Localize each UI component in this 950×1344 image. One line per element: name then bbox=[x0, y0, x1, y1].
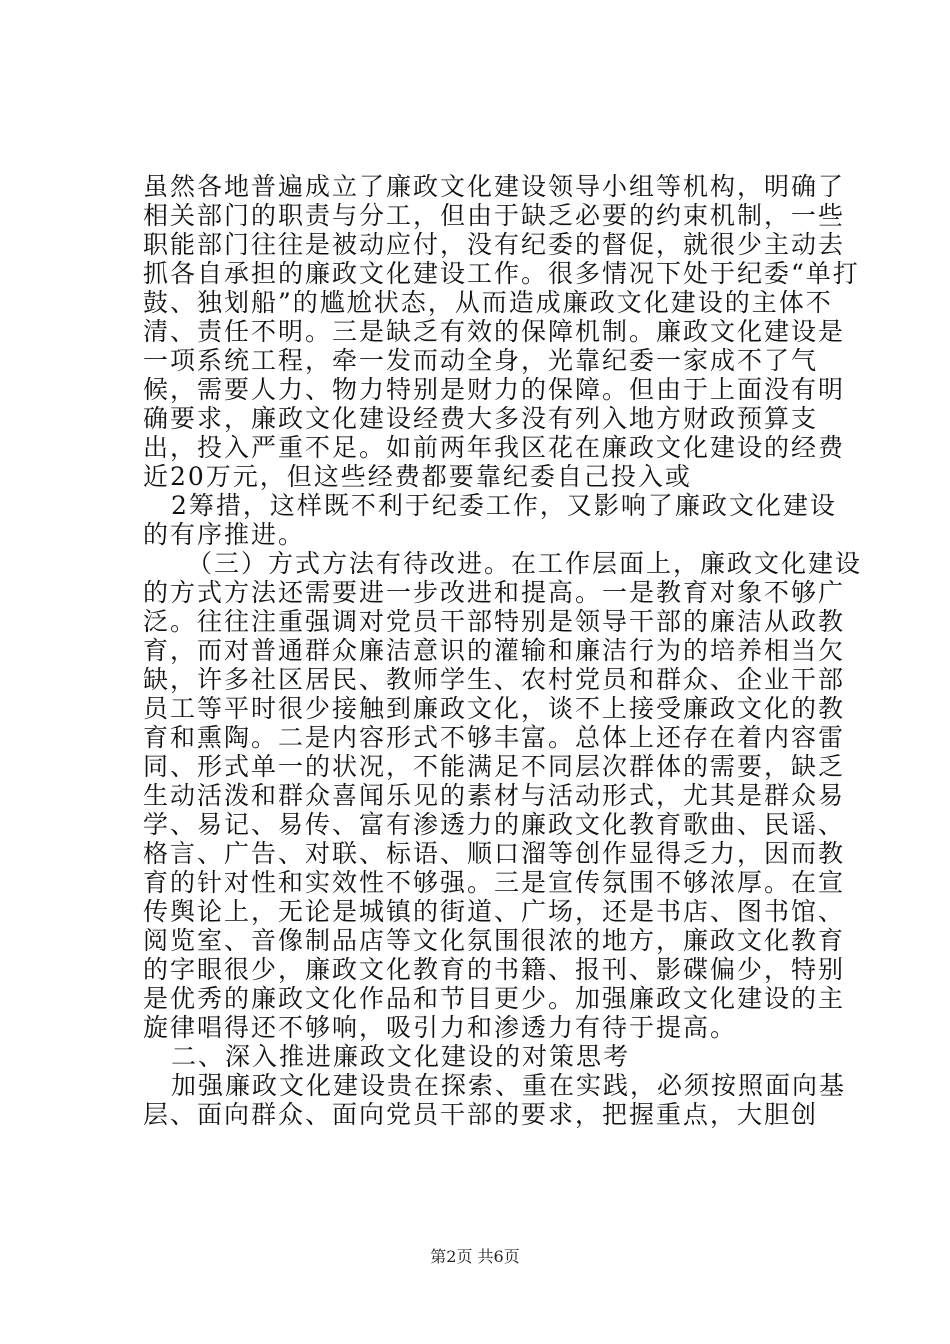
page-footer: 第2页 共6页 bbox=[430, 1247, 520, 1266]
paragraph-funding: 虽然各地普遍成立了廉政文化建设领导小组等机构，明确了相关部门的职责与分工，但由于缺乏必要的约束机制，一些职能部门往往是被动应付，没有纪委的督促，就很少主动去抓各自承担的廉政文化建设工作。很多情况下处于纪委“单打鼓、独划船”的尴尬状态，从而造成廉政文化建设的主体不清、责任不明。三是缺乏有效的保障机制。廉政文化建设是一项系统工程，牵一发而动全身，光靠纪委一家成不了气候，需要人力、物力特别是财力的保障。但由于上面没有明确要求，廉政文化建设经费大多没有列入地方财政预算支出，投入严重不足。如前两年我区花在廉政文化建设的经费近20万元，但这些经费都要靠纪委自己投入或 bbox=[143, 172, 860, 491]
paragraph-countermeasures-intro: 加强廉政文化建设贵在探索、重在实践，必须按照面向基层、面向群众、面向党员干部的要求，把握重点，大胆创 bbox=[143, 1071, 847, 1129]
body-text bbox=[143, 172, 863, 1129]
paragraph-methods: （三）方式方法有待改进。在工作层面上，廉政文化建设的方式方法还需要进一步改进和提高。一是教育对象不够广泛。往往注重强调对党员干部特别是领导干部的廉洁从政教育，而对普通群众廉洁意识的灌输和廉洁行为的培养相当欠缺，许多社区居民、教师学生、农村党员和群众、企业干部员工等平时很少接触到廉政文化，谈不上接受廉政文化的教育和熏陶。二是内容形式不够丰富。总体上还存在着内容雷同、形式单一的状况，不能满足不同层次群体的需要，缺乏生动活泼和群众喜闻乐见的素材与活动形式，尤其是群众易学、易记、易传、富有渗透力的廉政文化教育歌曲、民谣、格言、广告、对联、标语、顺口溜等创作显得乏力，因而教育的针对性和实效性不够强。三是宣传氛围不够浓厚。在宣传舆论上，无论是城镇的街道、广场，还是书店、图书馆、阅览室、音像制品店等文化氛围很浓的地方，廉政文化教育的字眼很少，廉政文化教育的书籍、报刊、影碟偏少，特别是优秀的廉政文化作品和节目更少。加强廉政文化建设的主旋律唱得还不够响，吸引力和渗透力有待于提高。 bbox=[143, 549, 863, 1042]
section-heading-countermeasures: 二、深入推进廉政文化建设的对策思考 bbox=[171, 1042, 631, 1071]
paragraph-funding-continued: 2筹措，这样既不利于纪委工作，又影响了廉政文化建设的有序推进。 bbox=[143, 491, 837, 549]
